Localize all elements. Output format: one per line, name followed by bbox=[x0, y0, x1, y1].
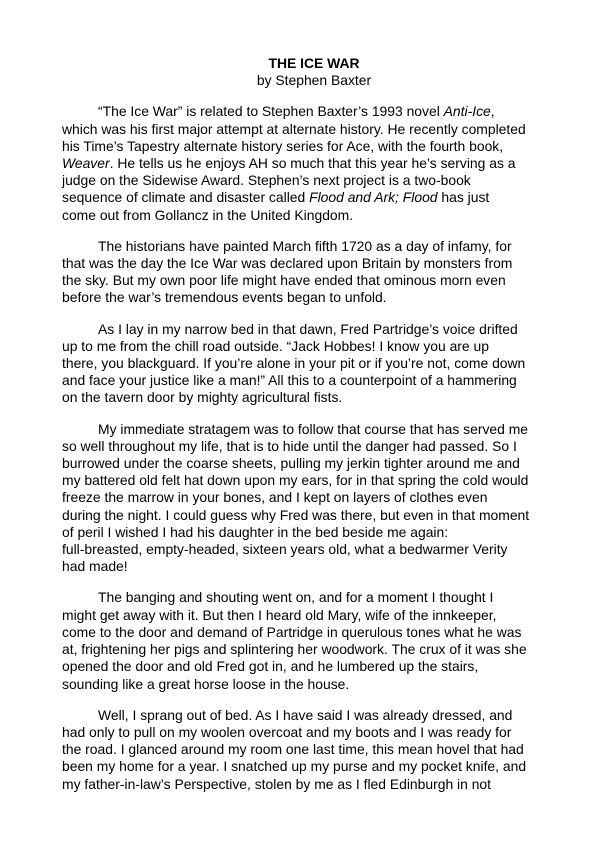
document-header bbox=[62, 55, 566, 89]
text-run: might get away with it. But then I heard old Mary, wife of the innkeeper, bbox=[62, 606, 497, 623]
text-run: before the war’s tremendous events began to unfold. bbox=[62, 289, 387, 306]
text-line bbox=[62, 607, 538, 624]
text-line bbox=[62, 758, 538, 775]
text-run: My immediate stratagem was to follow that course that has served me bbox=[98, 420, 529, 437]
text-line bbox=[62, 321, 538, 338]
text-run: come to the door and demand of Partridge in querulous tones what he was bbox=[62, 623, 522, 640]
text-line bbox=[62, 421, 538, 438]
text-run: The historians have painted March fifth 1720 as a day of infamy, for bbox=[98, 237, 512, 254]
text-line bbox=[62, 641, 538, 658]
text-run: on the tavern door by mighty agricultural fists. bbox=[62, 389, 343, 406]
text-run: at, frightening her pigs and splintering her woodwork. The crux of it was she bbox=[62, 641, 527, 658]
text-run: opened the door and old Fred got in, and he lumbered up the stairs, bbox=[62, 658, 479, 675]
paragraph bbox=[62, 589, 538, 692]
text-line bbox=[62, 776, 538, 793]
text-line bbox=[62, 121, 538, 138]
text-run: that was the day the Ice War was declared upon Britain by monsters from bbox=[62, 255, 513, 272]
text-run: the road. I glanced around my room one last time, this mean hovel that had bbox=[62, 741, 524, 758]
text-line bbox=[62, 438, 538, 455]
text-line bbox=[62, 372, 538, 389]
text-run: during the night. I could guess why Fred was there, but even in that moment bbox=[62, 506, 530, 523]
paragraph bbox=[62, 321, 538, 407]
text-line bbox=[62, 724, 538, 741]
text-run: which was his first major attempt at alternate history. He recently completed bbox=[62, 120, 526, 137]
text-line bbox=[62, 207, 538, 224]
text-line bbox=[62, 658, 538, 675]
text-line bbox=[62, 272, 538, 289]
text-line bbox=[62, 338, 538, 355]
text-run: As I lay in my narrow bed in that dawn, Fred Partridge’s voice drifted bbox=[98, 320, 518, 337]
text-line bbox=[62, 138, 538, 155]
text-run: sequence of climate and disaster called bbox=[62, 189, 310, 206]
text-run: there, you blackguard. If you’re alone in your pit or if you’re not, come down bbox=[62, 355, 526, 372]
text-line bbox=[62, 255, 538, 272]
text-run: has just bbox=[437, 189, 490, 206]
text-line bbox=[62, 741, 538, 758]
text-run: judge on the Sidewise Award. Stephen’s next project is a two-book bbox=[62, 172, 471, 189]
text-run: Well, I sprang out of bed. As I have said I was already dressed, and bbox=[98, 706, 513, 723]
italic-text-run: Flood and Ark; Flood bbox=[309, 189, 438, 206]
text-line bbox=[62, 103, 538, 120]
paragraph bbox=[62, 707, 538, 793]
text-line bbox=[62, 472, 538, 489]
text-run: burrowed under the coarse sheets, pulling my jerkin tighter around me and bbox=[62, 455, 520, 472]
paragraph bbox=[62, 238, 538, 307]
document-body bbox=[62, 103, 538, 792]
text-line bbox=[62, 455, 538, 472]
text-run: had made! bbox=[62, 558, 128, 575]
text-run: freeze the marrow in your bones, and I kept on layers of clothes even bbox=[62, 489, 488, 506]
text-line bbox=[62, 489, 538, 506]
text-line bbox=[62, 155, 538, 172]
text-line bbox=[62, 507, 538, 524]
text-line bbox=[62, 172, 538, 189]
text-line bbox=[62, 189, 538, 206]
text-line bbox=[62, 676, 538, 693]
text-run: so well throughout my life, that is to hide until the danger had passed. So I bbox=[62, 437, 517, 454]
text-run: , bbox=[490, 103, 495, 120]
text-run: had only to pull on my woolen overcoat and my boots and I was ready for bbox=[62, 723, 512, 740]
text-run: been my home for a year. I snatched up my purse and my pocket knife, and bbox=[62, 758, 527, 775]
text-run: The banging and shouting went on, and for a moment I thought I bbox=[98, 589, 494, 606]
text-run: and face your justice like a man!” All this to a counterpoint of a hammering bbox=[62, 372, 517, 389]
paragraph bbox=[62, 103, 538, 223]
text-line bbox=[62, 524, 538, 541]
italic-text-run: Anti-Ice bbox=[443, 103, 491, 120]
text-run: the sky. But my own poor life might have ended that ominous morn even bbox=[62, 272, 506, 289]
text-run: come out from Gollancz in the United Kingdom. bbox=[62, 206, 354, 223]
text-line bbox=[62, 389, 538, 406]
text-run: my father-in-law’s Perspective, stolen by me as I fled Edinburgh in not bbox=[62, 775, 492, 792]
text-line bbox=[62, 238, 538, 255]
text-run: up to me from the chill road outside. “Jack Hobbes! I know you are up bbox=[62, 337, 489, 354]
text-line bbox=[62, 589, 538, 606]
document-title: THE ICE WAR bbox=[268, 55, 360, 71]
text-run: . He tells us he enjoys AH so much that this year he’s serving as a bbox=[109, 155, 516, 172]
text-line bbox=[62, 289, 538, 306]
text-line bbox=[62, 624, 538, 641]
paragraph bbox=[62, 421, 538, 576]
text-line bbox=[62, 355, 538, 372]
document-byline: by Stephen Baxter bbox=[256, 72, 372, 89]
text-run: full-breasted, empty-headed, sixteen years old, what a bedwarmer Verity bbox=[62, 541, 508, 558]
text-line bbox=[62, 558, 538, 575]
text-line bbox=[62, 541, 538, 558]
text-run: sounding like a great horse loose in the house. bbox=[62, 675, 350, 692]
italic-text-run: Weaver bbox=[62, 155, 110, 172]
text-line bbox=[62, 707, 538, 724]
text-run: his Time’s Tapestry alternate history series for Ace, with the fourth book, bbox=[62, 137, 504, 154]
text-run: of peril I wished I had his daughter in the bed beside me again: bbox=[62, 523, 449, 540]
text-run: “The Ice War” is related to Stephen Baxter’s 1993 novel bbox=[98, 103, 444, 120]
text-run: my battered old felt hat down upon my ears, for in that spring the cold would bbox=[62, 472, 529, 489]
